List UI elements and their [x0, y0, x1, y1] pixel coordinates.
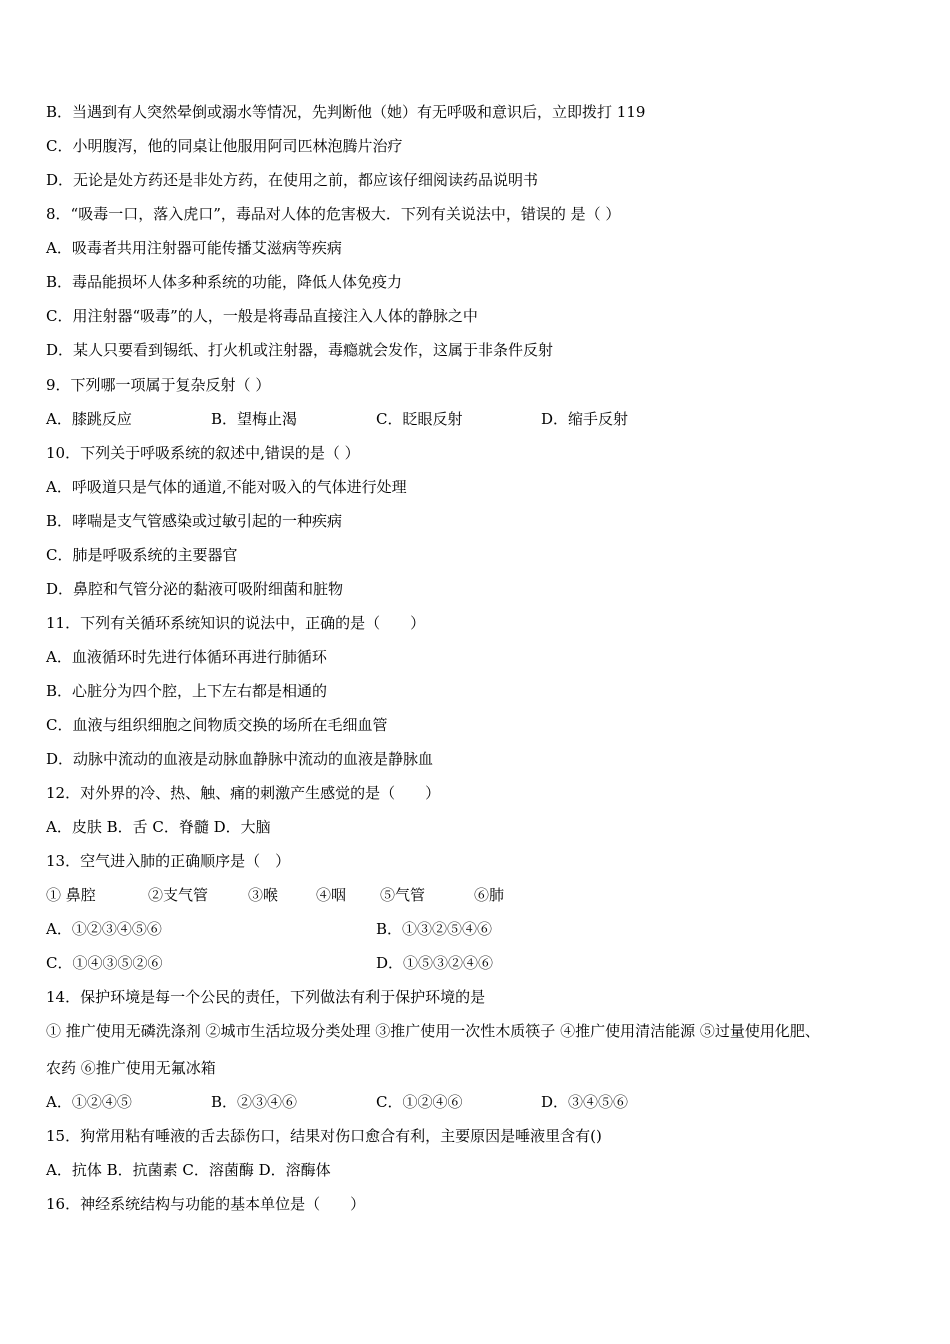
q8-stem: 8．“吸毒一口，落入虎口”，毒品对人体的危害极大．下列有关说法中，错误的 是（ ） [46, 205, 621, 223]
q9-option-d: D．缩手反射 [541, 410, 629, 428]
q14-option-d: D．③④⑤⑥ [541, 1093, 629, 1111]
q13-stem: 13．空气进入肺的正确顺序是（ ） [46, 852, 291, 870]
q13-option-a: A．①②③④⑤⑥ [46, 920, 162, 938]
q10-option-d: D．鼻腔和气管分泌的黏液可吸附细菌和脏物 [46, 580, 344, 598]
q7-option-d: D．无论是处方药还是非处方药，在使用之前，都应该仔细阅读药品说明书 [46, 171, 539, 189]
q9-option-b: B．望梅止渴 [211, 410, 298, 428]
q12-stem: 12．对外界的冷、热、触、痛的刺激产生感觉的是（ ） [46, 784, 441, 802]
q14-options [46, 1092, 628, 1112]
q13-option-b: B．①③②⑤④⑥ [376, 920, 493, 938]
q8-option-d: D．某人只要看到锡纸、打火机或注射器，毒瘾就会发作，这属于非条件反射 [46, 341, 554, 359]
q16-stem: 16．神经系统结构与功能的基本单位是（ ） [46, 1195, 366, 1213]
q14-items-line2: 农药 ⑥推广使用无氟冰箱 [46, 1059, 216, 1077]
q13-item-4: ④咽 [316, 886, 347, 904]
q8-option-c: C．用注射器“吸毒”的人，一般是将毒品直接注入人体的静脉之中 [46, 307, 478, 325]
q13-item-1: ① 鼻腔 [46, 886, 96, 904]
q8-option-a: A．吸毒者共用注射器可能传播艾滋病等疾病 [46, 239, 342, 257]
q14-option-a: A．①②④⑤ [46, 1093, 132, 1111]
q13-item-2: ②支气管 [148, 886, 209, 904]
q11-option-c: C．血液与组织细胞之间物质交换的场所在毛细血管 [46, 716, 388, 734]
q13-options-row2 [46, 953, 493, 973]
q11-option-d: D．动脉中流动的血液是动脉血静脉中流动的血液是静脉血 [46, 750, 434, 768]
q7-option-c: C．小明腹泻，他的同桌让他服用阿司匹林泡腾片治疗 [46, 137, 403, 155]
q11-option-a: A．血液循环时先进行体循环再进行肺循环 [46, 648, 327, 666]
q10-stem: 10．下列关于呼吸系统的叙述中,错误的是（ ） [46, 444, 360, 462]
q9-option-a: A．膝跳反应 [46, 410, 132, 428]
q11-stem: 11．下列有关循环系统知识的说法中，正确的是（ ） [46, 614, 426, 632]
q13-items [46, 885, 504, 905]
q13-item-5: ⑤气管 [380, 886, 426, 904]
q11-option-b: B．心脏分为四个腔，上下左右都是相通的 [46, 682, 328, 700]
q15-stem: 15．狗常用粘有唾液的舌去舔伤口，结果对伤口愈合有利，主要原因是唾液里含有() [46, 1127, 602, 1145]
q14-stem: 14．保护环境是每一个公民的责任，下列做法有利于保护环境的是 [46, 988, 486, 1006]
q15-options: A．抗体 B．抗菌素 C．溶菌酶 D．溶酶体 [46, 1161, 331, 1179]
q9-option-c: C．眨眼反射 [376, 410, 463, 428]
q7-option-b: B．当遇到有人突然晕倒或溺水等情况，先判断他（她）有无呼吸和意识后，立即拨打 119 [46, 103, 646, 121]
q13-option-d: D．①⑤③②④⑥ [376, 954, 494, 972]
q13-item-6: ⑥肺 [474, 886, 505, 904]
q13-item-3: ③喉 [248, 886, 279, 904]
q8-option-b: B．毒品能损坏人体多种系统的功能，降低人体免疫力 [46, 273, 403, 291]
q13-options-row1 [46, 919, 492, 939]
q10-option-a: A．呼吸道只是气体的通道,不能对吸入的气体进行处理 [46, 478, 407, 496]
q9-stem: 9．下列哪一项属于复杂反射（ ） [46, 376, 271, 394]
q14-option-b: B．②③④⑥ [211, 1093, 298, 1111]
q10-option-c: C．肺是呼吸系统的主要器官 [46, 546, 238, 564]
q14-items-line1: ① 推广使用无磷洗涤剂 ②城市生活垃圾分类处理 ③推广使用一次性木质筷子 ④推广使用清洁能源 ⑤过量使用化肥、 [46, 1022, 820, 1040]
q10-option-b: B．哮喘是支气管感染或过敏引起的一种疾病 [46, 512, 343, 530]
q12-options: A．皮肤 B．舌 C．脊髓 D．大脑 [46, 818, 271, 836]
q9-options [46, 409, 628, 429]
q14-option-c: C．①②④⑥ [376, 1093, 463, 1111]
q13-option-c: C．①④③⑤②⑥ [46, 954, 163, 972]
